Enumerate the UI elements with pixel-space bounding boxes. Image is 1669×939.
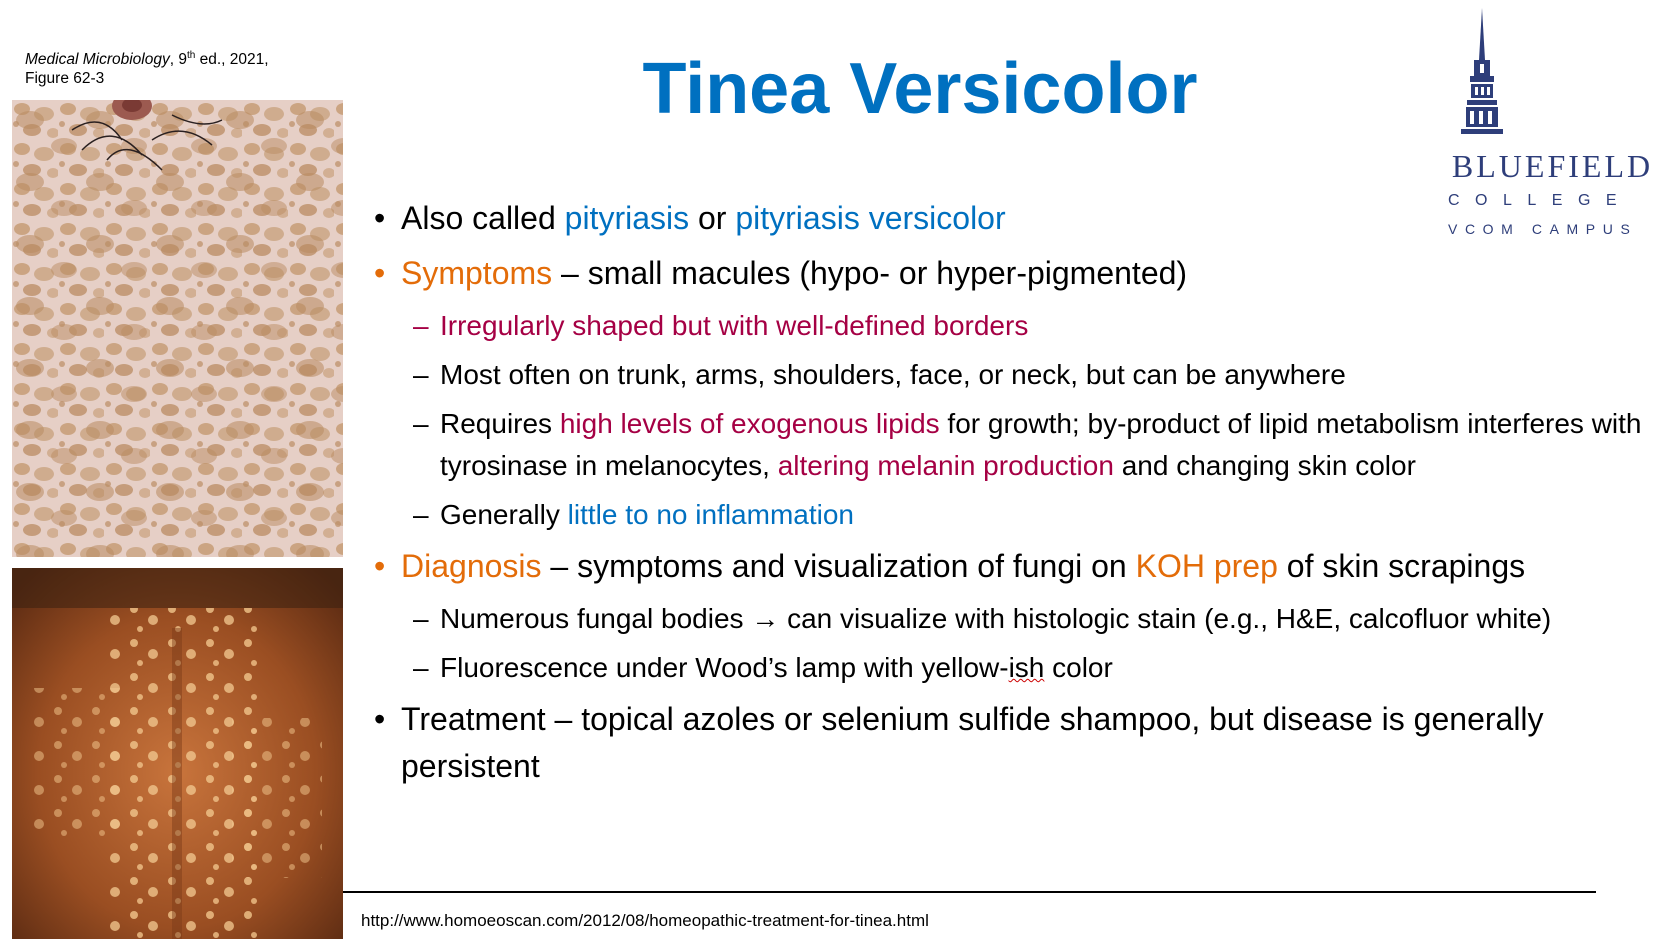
spellcheck-word: ish: [1008, 652, 1045, 683]
chest-skin-image: [12, 100, 343, 557]
dash-marker: –: [413, 603, 429, 634]
text: Requires: [440, 408, 560, 439]
bullet-list: [370, 195, 1660, 798]
heading-diagnosis: Diagnosis: [401, 548, 542, 584]
text: Fluorescence under Wood’s lamp with yellow-: [440, 652, 1009, 683]
sub-bullet-location: [370, 354, 1660, 396]
sub-bullet-lipids: [370, 403, 1660, 487]
heading-symptoms: Symptoms: [401, 255, 553, 291]
text: – small macules (hypo- or hyper-pigmented): [552, 255, 1188, 291]
bullet-marker: •: [374, 701, 386, 737]
sub-bullet-fungal: [370, 598, 1660, 640]
text: or: [689, 200, 736, 236]
bullet-marker: •: [374, 548, 386, 584]
source-url[interactable]: http://www.homoeoscan.com/2012/08/homeopathic-treatment-for-tinea.html: [361, 911, 929, 930]
citation-line-1: [25, 50, 269, 69]
sub-bullet-woods-lamp: [370, 647, 1660, 689]
text: and changing skin color: [1113, 450, 1416, 481]
highlight-inflammation: little to no inflammation: [567, 499, 854, 530]
dash-marker: –: [413, 310, 429, 341]
text: of skin scrapings: [1277, 548, 1526, 584]
text: Irregularly shaped but with well-defined borders: [440, 310, 1029, 341]
text: Most often on trunk, arms, shoulders, face, or neck, but can be anywhere: [440, 359, 1346, 390]
highlight-melanin: altering melanin production: [777, 450, 1114, 481]
text: Treatment – topical azoles or selenium sulfide shampoo, but disease is generally persistent: [401, 701, 1544, 784]
dash-marker: –: [413, 499, 429, 530]
steeple-icon: [1440, 8, 1665, 148]
bullet-treatment: [370, 696, 1660, 790]
logo-college: COLLEGE: [1448, 192, 1633, 209]
highlight-koh-prep: KOH prep: [1135, 548, 1278, 584]
back-skin-image: [12, 568, 343, 939]
citation-figure: Figure 62-3: [25, 70, 105, 87]
bullet-symptoms: [370, 250, 1660, 297]
text: color: [1044, 652, 1113, 683]
text: Generally: [440, 499, 568, 530]
text: – symptoms and visualization of fungi on: [541, 548, 1136, 584]
dash-marker: –: [413, 408, 429, 439]
figure-citation: [25, 50, 269, 88]
bullet-diagnosis: [370, 543, 1660, 590]
citation-edition: , 9: [169, 51, 187, 68]
highlight-pityriasis: pityriasis: [564, 200, 690, 236]
divider-line: [343, 891, 1596, 893]
bullet-marker: •: [374, 200, 386, 236]
hypopigmented-lesions-photo: [12, 100, 343, 557]
citation-edition-sup: th: [186, 49, 196, 61]
bullet-marker: •: [374, 255, 386, 291]
hyperpigmented-lesions-photo: [12, 568, 343, 939]
highlight-exogenous-lipids: high levels of exogenous lipids: [559, 408, 940, 439]
text: for growth; by-product of lipid metabolism interferes with tyrosinase in melanocytes,: [440, 408, 1642, 481]
sub-bullet-inflammation: [370, 494, 1660, 536]
sub-bullet-borders: [370, 305, 1660, 347]
dash-marker: –: [413, 652, 429, 683]
slide-title: Tinea Versicolor: [642, 49, 1198, 129]
citation-book: Medical Microbiology: [25, 51, 170, 68]
logo-name: BLUEFIELD: [1451, 148, 1654, 184]
bullet-also-called: [370, 195, 1660, 242]
logo-campus: VCOM CAMPUS: [1448, 221, 1638, 237]
citation-edition-post: ed., 2021,: [195, 51, 269, 68]
dash-marker: –: [413, 359, 429, 390]
text: Also called: [401, 200, 565, 236]
text: Numerous fungal bodies → can visualize with histologic stain (e.g., H&E, calcofluor white): [440, 603, 1552, 634]
highlight-pityriasis-versicolor: pityriasis versicolor: [735, 200, 1006, 236]
